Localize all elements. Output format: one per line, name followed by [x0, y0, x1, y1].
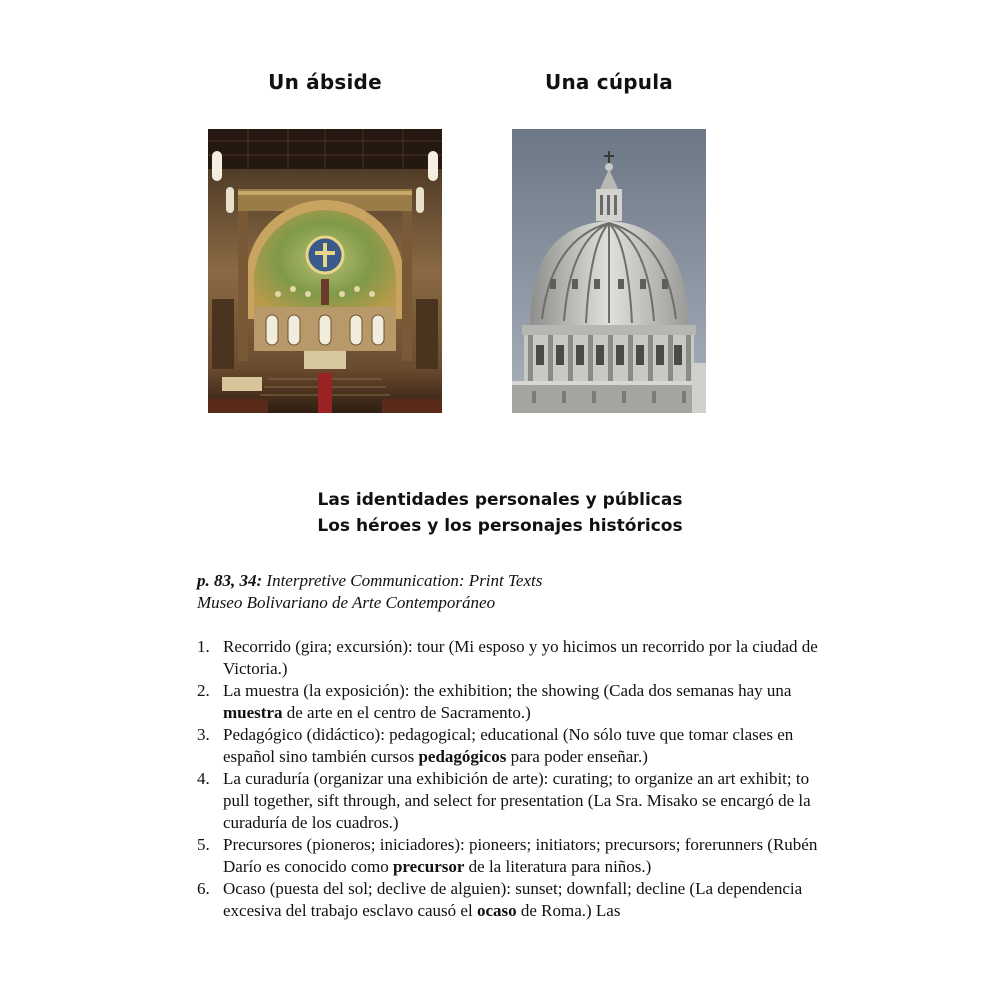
apse-caption: Un ábside [268, 70, 382, 94]
vocab-text: para poder enseñar.) [506, 747, 648, 766]
vocab-text: La muestra (la exposición): the exhibition; the showing (Cada dos semanas hay una [223, 681, 792, 700]
dome-caption: Una cúpula [545, 70, 673, 94]
vocab-number: 3. [197, 725, 210, 744]
vocab-text: Recorrido (gira; excursión): tour (Mi esposo y yo hicimos un recorrido por la ciudad de Victoria.) [223, 637, 818, 678]
vocab-bold-term: precursor [392, 857, 465, 876]
source-museum: Museo Bolivariano de Arte Contemporáneo [197, 593, 496, 612]
vocab-text: de la literatura para niños.) [464, 857, 652, 876]
vocab-text: de Roma.) Las [516, 901, 621, 920]
section-heading-identities: Las identidades personales y públicas [317, 490, 683, 510]
vocab-number: 1. [197, 637, 210, 656]
vocab-number: 2. [197, 681, 210, 700]
vocab-number: 4. [197, 769, 210, 788]
vocab-text: La curaduría (organizar una exhibición de arte): curating; to organize an art exhibit; to pull together, sift through, and select for presentation (La Sra. Misako se encargó de la curaduría de los cuadros.) [223, 769, 811, 832]
vocab-item [197, 724, 822, 768]
vocab-item [197, 636, 822, 680]
vocab-item [197, 878, 822, 922]
vocab-bold-term: muestra [223, 703, 283, 722]
vocab-text: Precursores (pioneros; iniciadores): pioneers; initiators; precursors; forerunners (Rubén Darío es conocido como [223, 835, 818, 876]
vocab-text: Pedagógico (didáctico): pedagogical; educational (No sólo tuve que tomar clases en español sino también cursos [223, 725, 794, 766]
vocab-item [197, 834, 822, 878]
dome-photo [512, 129, 706, 413]
vocab-bold-term: ocaso [476, 901, 517, 920]
vocab-item [197, 680, 822, 724]
vocabulary-list [197, 636, 822, 922]
vocab-number: 6. [197, 879, 210, 898]
vocab-number: 5. [197, 835, 210, 854]
vocab-item [197, 768, 822, 834]
vocab-text: Ocaso (puesta del sol; declive de alguien): sunset; downfall; decline (La dependencia excesiva del trabajo esclavo causó el [223, 879, 803, 920]
section-heading-heroes: Los héroes y los personajes históricos [317, 516, 683, 536]
apse-photo [208, 129, 442, 413]
vocab-text: de arte en el centro de Sacramento.) [282, 703, 531, 722]
source-pages: p. 83, 34: [197, 571, 263, 590]
source-citation [197, 570, 542, 591]
source-title: Interpretive Communication: Print Texts [266, 571, 543, 590]
vocab-bold-term: pedagógicos [418, 747, 507, 766]
